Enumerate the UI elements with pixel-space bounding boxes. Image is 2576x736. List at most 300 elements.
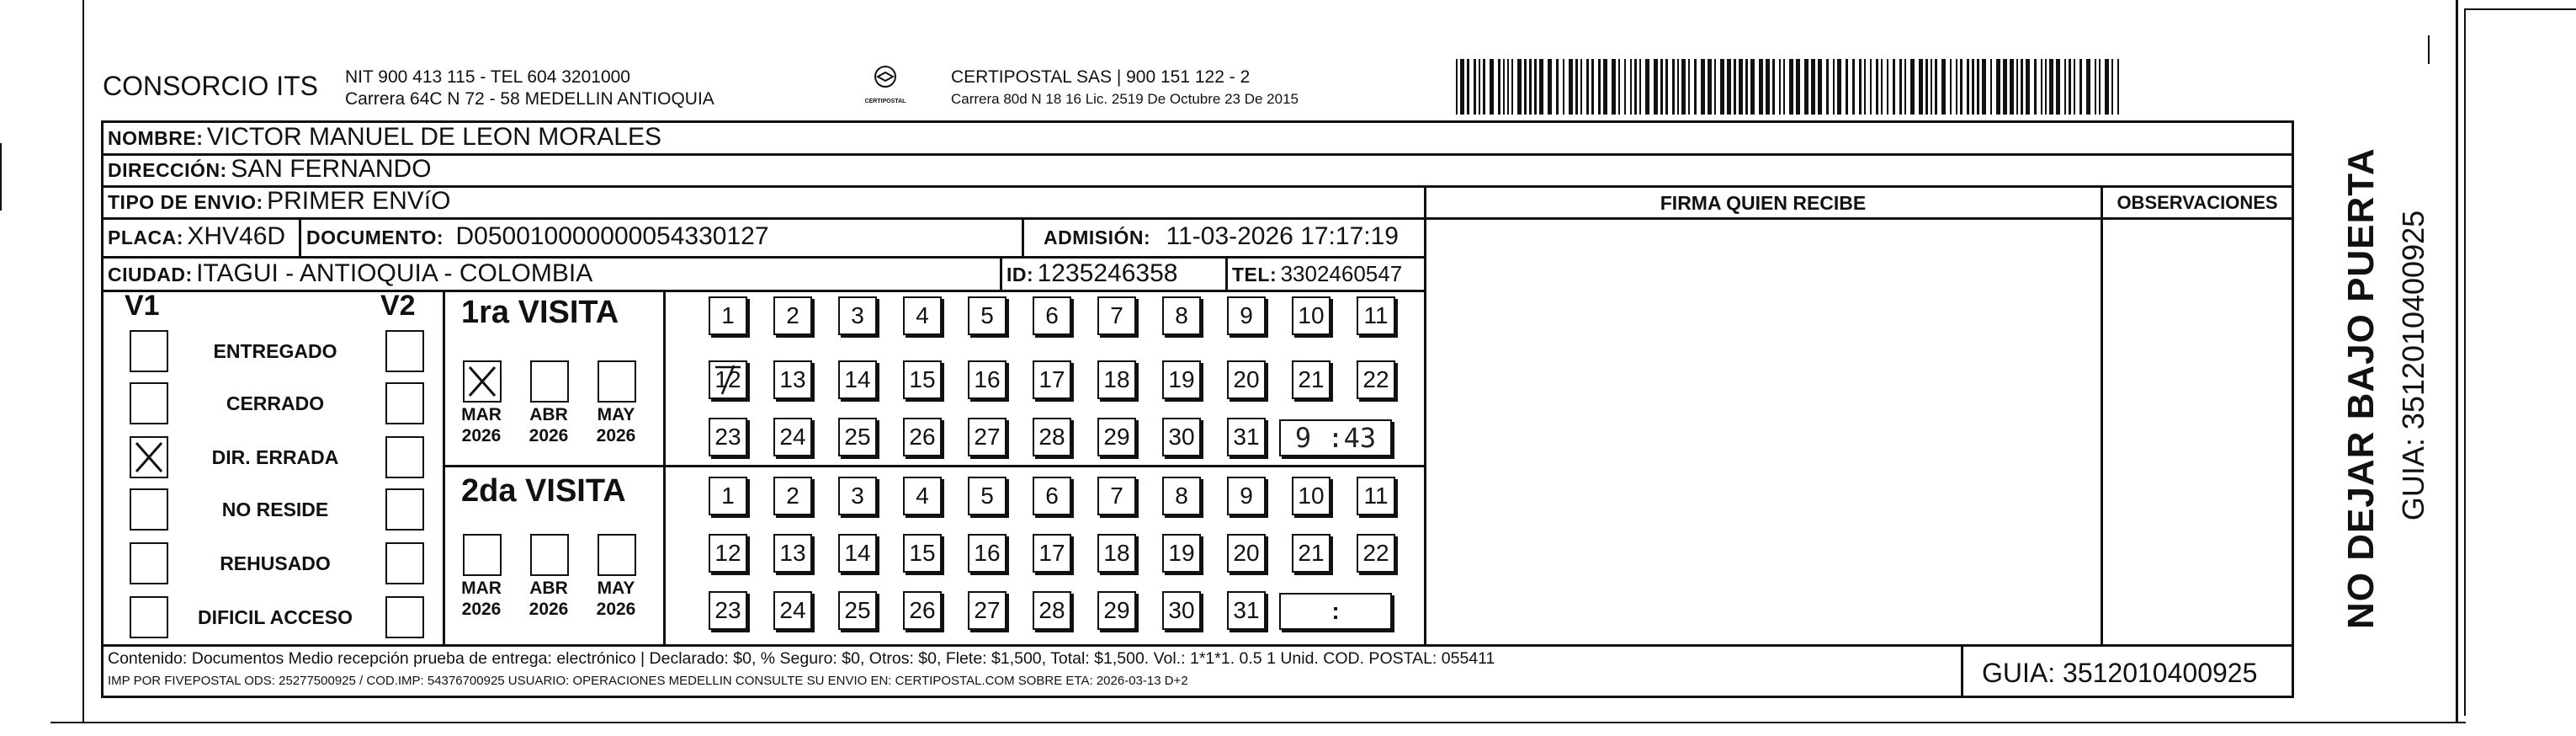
visit2-day-20[interactable] — [1227, 534, 1266, 573]
barcode-bar — [1681, 59, 1686, 115]
visit1-day-4[interactable] — [903, 296, 942, 335]
admision-label: ADMISIÓN: — [1044, 227, 1151, 248]
visit1-month-name: ABR — [529, 405, 568, 424]
visit1-time: 9 :43 — [1294, 422, 1377, 454]
barcode-bar — [1941, 59, 1946, 115]
barcode-bar — [1837, 59, 1841, 115]
visit1-day-25[interactable] — [838, 418, 877, 456]
visit2-day-14[interactable] — [838, 534, 877, 573]
nombre-row — [108, 123, 661, 152]
v1-checkbox-5[interactable] — [130, 596, 168, 638]
barcode-bar — [1919, 59, 1923, 115]
barcode-bar — [1498, 59, 1500, 115]
barcode-bar — [1456, 59, 1458, 115]
v1-checkbox-4[interactable] — [130, 542, 168, 584]
row-line — [101, 290, 1426, 292]
visit1-day-3[interactable] — [838, 296, 877, 335]
visit1-month-name: MAR — [461, 405, 502, 424]
barcode-bar — [1639, 59, 1641, 115]
visit2-day-number: 4 — [916, 483, 929, 509]
barcode-bar — [1569, 59, 1573, 115]
left-page-edge — [82, 0, 84, 723]
visit1-month-year: 2026 — [528, 426, 569, 445]
placa-value: XHV46D — [187, 222, 286, 250]
visit2-month-name: MAY — [597, 579, 635, 598]
visit2-day-number: 26 — [909, 597, 936, 623]
visit1-day-number: 3 — [851, 302, 864, 328]
barcode-bar — [2064, 59, 2066, 115]
visit1-day-number: 14 — [844, 366, 871, 392]
visit2-day-8[interactable] — [1162, 477, 1201, 515]
visit1-day-24[interactable] — [773, 418, 812, 456]
barcode-bar — [1811, 59, 1815, 115]
visit1-day-number: 7 — [1110, 302, 1123, 328]
visit1-day-number: 9 — [1240, 302, 1253, 328]
barcode-bar — [1887, 59, 1888, 115]
visit1-month-name: MAY — [597, 405, 635, 424]
tel-label: TEL: — [1232, 264, 1277, 285]
barcode-bar — [1548, 59, 1552, 115]
visit2-month-year: 2026 — [461, 600, 502, 619]
tel-field — [1232, 261, 1402, 287]
barcode-bar — [1708, 59, 1712, 115]
v2-checkbox-3[interactable] — [385, 488, 424, 531]
placa-label: PLACA: — [108, 227, 183, 248]
visit2-day-number: 31 — [1233, 597, 1260, 623]
visit2-title: 2da VISITA — [461, 473, 626, 509]
visit1-day-number: 23 — [714, 424, 741, 450]
visit2-day-number: 28 — [1038, 597, 1065, 623]
visit2-day-number: 10 — [1298, 483, 1325, 509]
visit1-day-number: 28 — [1038, 424, 1065, 450]
barcode-bar — [1539, 59, 1543, 115]
barcode-bar — [1563, 59, 1564, 115]
visit2-day-3[interactable] — [838, 477, 877, 515]
barcode-bar — [1672, 59, 1675, 115]
visit1-day-29[interactable] — [1097, 418, 1136, 456]
barcode-bar — [2021, 59, 2023, 115]
barcode-bar — [1766, 59, 1770, 115]
visit2-day-number: 19 — [1168, 540, 1195, 566]
visit1-day-9[interactable] — [1227, 296, 1266, 335]
visit2-day-number: 2 — [786, 483, 799, 509]
visit1-day-number: 20 — [1233, 366, 1260, 392]
visit2-day-17[interactable] — [1033, 534, 1071, 573]
barcode-bar — [1603, 59, 1607, 115]
visit2-day-6[interactable] — [1033, 477, 1071, 515]
direccion-row — [108, 155, 432, 184]
visit-separator — [443, 465, 1424, 467]
visit2-day-21[interactable] — [1292, 534, 1330, 573]
visit1-day-18[interactable] — [1097, 360, 1136, 399]
visit2-day-number: 11 — [1363, 483, 1389, 509]
barcode-bar — [1956, 59, 1957, 115]
barcode-bar — [2056, 59, 2060, 115]
visit1-time-box[interactable] — [1279, 419, 1392, 456]
visit1-day-number: 17 — [1038, 366, 1065, 392]
visit2-day-10[interactable] — [1292, 477, 1330, 515]
v1-label: V1 — [125, 290, 160, 322]
barcode-bar — [1720, 59, 1724, 115]
barcode-bar — [1529, 59, 1532, 115]
barcode-bar — [2049, 59, 2053, 115]
v1-checkbox-1[interactable] — [130, 382, 168, 424]
visit1-day-number: 19 — [1168, 366, 1195, 392]
visit1-day-26[interactable] — [903, 418, 942, 456]
visit2-day-number: 29 — [1103, 597, 1130, 623]
visit2-month-year: 2026 — [596, 600, 636, 619]
observaciones-area[interactable] — [2106, 221, 2291, 642]
barcode-bar — [2041, 59, 2042, 115]
visit2-day-number: 23 — [714, 597, 741, 623]
visit2-day-15[interactable] — [903, 534, 942, 573]
barcode-bar — [1688, 59, 1690, 115]
visit1-day-10[interactable] — [1292, 296, 1330, 335]
ciudad-field — [108, 259, 592, 288]
barcode-bar — [2086, 59, 2090, 115]
visit2-day-29[interactable] — [1097, 591, 1136, 630]
visit2-day-27[interactable] — [968, 591, 1006, 630]
visit2-day-16[interactable] — [968, 534, 1006, 573]
barcode-bar — [1876, 59, 1878, 115]
visit2-day-25[interactable] — [838, 591, 877, 630]
barcode-bar — [1852, 59, 1855, 115]
visit1-month-label — [456, 404, 507, 446]
visit2-day-11[interactable] — [1357, 477, 1395, 515]
id-value: 1235246358 — [1037, 259, 1178, 287]
signature-header-line — [1424, 217, 2294, 220]
check-mark-icon — [133, 440, 165, 475]
visit2-day-2[interactable] — [773, 477, 812, 515]
col-line — [1022, 217, 1024, 256]
barcode-bar — [1759, 59, 1763, 115]
visit2-day-30[interactable] — [1162, 591, 1201, 630]
barcode-bar — [1864, 59, 1866, 115]
visit2-day-23[interactable] — [709, 591, 747, 630]
footer-divider — [1961, 644, 1963, 698]
barcode-bar — [2079, 59, 2082, 115]
row-line — [101, 644, 2294, 647]
barcode-bar — [1534, 59, 1537, 115]
visit1-day-12[interactable] — [709, 360, 747, 399]
visit1-day-1[interactable] — [709, 296, 747, 335]
barcode-bar — [1789, 59, 1793, 115]
visit2-day-5[interactable] — [968, 477, 1006, 515]
visit2-day-number: 5 — [980, 483, 994, 509]
tipo-label: TIPO DE ENVIO: — [108, 191, 263, 213]
barcode-bar — [1750, 59, 1755, 115]
visit1-day-number: 26 — [909, 424, 936, 450]
visit1-day-19[interactable] — [1162, 360, 1201, 399]
visit1-month-checkbox[interactable] — [463, 360, 502, 403]
barcode-bar — [1467, 59, 1469, 115]
status-label: ENTREGADO — [213, 340, 337, 362]
barcode-bar — [1727, 59, 1731, 115]
v2-checkbox-2[interactable] — [385, 436, 424, 478]
barcode-bar — [1950, 59, 1952, 115]
v2-label: V2 — [380, 290, 416, 322]
courier-info-line1: CERTIPOSTAL SAS | 900 151 122 - 2 — [951, 67, 1251, 87]
visit2-day-number: 12 — [714, 540, 741, 566]
bottom-page-edge — [50, 722, 2466, 723]
status-label: CERRADO — [226, 392, 325, 414]
col-line — [1225, 256, 1228, 290]
visit2-day-number: 25 — [844, 597, 871, 623]
barcode-bar — [1483, 59, 1485, 115]
barcode-bar — [1524, 59, 1527, 115]
visit1-day-number: 29 — [1103, 424, 1130, 450]
barcode-bar — [1591, 59, 1594, 115]
barcode-bar — [2034, 59, 2037, 115]
visit1-month-checkbox[interactable] — [598, 360, 636, 403]
barcode-bar — [1859, 59, 1862, 115]
courier-info-line2: Carrera 80d N 18 16 Lic. 2519 De Octubre 23 De 2015 — [951, 91, 1299, 107]
no-dejar-bajo-puerta: NO DEJAR BAJO PUERTA — [2340, 147, 2382, 629]
direccion-value: SAN FERNANDO — [231, 155, 432, 183]
v1-checkbox-0[interactable] — [130, 330, 168, 372]
id-label: ID: — [1006, 264, 1034, 285]
visit2-month-year: 2026 — [528, 600, 569, 619]
barcode-bar — [2095, 59, 2096, 115]
barcode-bar — [1634, 59, 1637, 115]
barcode-bar — [1996, 59, 2000, 115]
visit2-day-4[interactable] — [903, 477, 942, 515]
check-mark-icon — [466, 364, 498, 399]
barcode-bar — [1833, 59, 1835, 115]
barcode-bar — [1972, 59, 1974, 115]
visit1-title: 1ra VISITA — [461, 295, 619, 330]
barcode-bar — [1479, 59, 1480, 115]
barcode-bar — [1893, 59, 1895, 115]
logo-text: CERTIPOSTAL — [864, 99, 906, 104]
barcode-bar — [1818, 59, 1822, 115]
visit2-month-checkbox[interactable] — [598, 534, 636, 576]
admision-field — [1044, 222, 1399, 251]
documento-value: D050010000000054330127 — [455, 222, 769, 250]
v1-checkbox-2[interactable] — [130, 436, 168, 478]
visit2-day-number: 17 — [1038, 540, 1065, 566]
visit2-day-number: 22 — [1362, 540, 1389, 566]
visit2-day-12[interactable] — [709, 534, 747, 573]
barcode-bar — [1990, 59, 1992, 115]
barcode-bar — [1630, 59, 1632, 115]
status-label: DIR. ERRADA — [211, 446, 339, 468]
barcode-bar — [1490, 59, 1494, 115]
visit2-time-box[interactable] — [1279, 593, 1392, 630]
visit1-day-number: 8 — [1175, 302, 1188, 328]
visit1-day-2[interactable] — [773, 296, 812, 335]
barcode-bar — [2003, 59, 2007, 115]
v2-checkbox-5[interactable] — [385, 596, 424, 638]
barcode-bar — [2010, 59, 2014, 115]
barcode-bar — [1960, 59, 1963, 115]
visit2-month-checkbox[interactable] — [463, 534, 502, 576]
visit2-month-label — [456, 578, 507, 620]
logo-emblem-icon — [868, 64, 902, 94]
visit2-day-24[interactable] — [773, 591, 812, 630]
visit2-day-1[interactable] — [709, 477, 747, 515]
barcode-bar — [1654, 59, 1658, 115]
visit2-day-9[interactable] — [1227, 477, 1266, 515]
barcode-bar — [2105, 59, 2109, 115]
barcode-bar — [1804, 59, 1809, 115]
documento-field — [306, 222, 769, 251]
visit1-day-17[interactable] — [1033, 360, 1071, 399]
barcode-bar — [1967, 59, 1969, 115]
visit2-day-19[interactable] — [1162, 534, 1201, 573]
observaciones-divider — [2101, 185, 2103, 644]
visit1-day-13[interactable] — [773, 360, 812, 399]
day-strike-icon — [710, 362, 746, 397]
observaciones-label: OBSERVACIONES — [2117, 192, 2278, 213]
status-label: NO RESIDE — [221, 499, 329, 520]
visit1-day-number: 2 — [786, 302, 799, 328]
visit2-day-number: 24 — [779, 597, 806, 623]
visit1-month-label — [591, 404, 641, 446]
visit1-day-14[interactable] — [838, 360, 877, 399]
visit1-day-8[interactable] — [1162, 296, 1201, 335]
visit1-day-30[interactable] — [1162, 418, 1201, 456]
barcode-bar — [1714, 59, 1716, 115]
visit1-day-number: 16 — [974, 366, 1001, 392]
visit1-month-checkbox[interactable] — [530, 360, 569, 403]
visit1-day-number: 27 — [974, 424, 1001, 450]
footer-imp-line: IMP POR FIVEPOSTAL ODS: 25277500925 / COD.IMP: 54376700925 USUARIO: OPERACIONES MEDELLIN CONSULTE SU ENVIO EN: CERTIPOSTAL.COM SOBRE ETA: 2026-03-13 D+2 — [108, 674, 1188, 688]
v2-checkbox-0[interactable] — [385, 330, 424, 372]
visit2-day-number: 16 — [974, 540, 1001, 566]
barcode-bar — [1612, 59, 1616, 115]
admision-value: 11-03-2026 17:17:19 — [1166, 222, 1399, 250]
visit1-day-number: 13 — [779, 366, 806, 392]
visit2-day-18[interactable] — [1097, 534, 1136, 573]
visit2-month-name: MAR — [461, 579, 502, 598]
visit2-day-number: 14 — [844, 540, 871, 566]
footer-guia: GUIA: 3512010400925 — [1982, 658, 2258, 688]
barcode-bar — [1507, 59, 1509, 115]
v2-checkbox-4[interactable] — [385, 542, 424, 584]
barcode-bar — [1779, 59, 1781, 115]
visit1-day-number: 1 — [721, 302, 735, 328]
visit1-day-number: 24 — [779, 424, 806, 450]
visit1-day-number: 21 — [1298, 366, 1325, 392]
visit2-day-number: 3 — [851, 483, 864, 509]
visit2-day-31[interactable] — [1227, 591, 1266, 630]
barcode-bar — [1977, 59, 1979, 115]
barcode-bar — [2074, 59, 2075, 115]
visit1-day-number: 5 — [980, 302, 994, 328]
visit1-day-22[interactable] — [1357, 360, 1395, 399]
tipo-row — [108, 187, 450, 216]
certipostal-logo — [858, 64, 912, 111]
far-right-edge — [2464, 8, 2466, 716]
visit2-month-name: ABR — [529, 579, 568, 598]
barcode-bar — [1739, 59, 1743, 115]
id-field — [1006, 259, 1177, 288]
visit1-day-23[interactable] — [709, 418, 747, 456]
visit1-day-21[interactable] — [1292, 360, 1330, 399]
placa-field — [108, 222, 285, 251]
visit2-day-13[interactable] — [773, 534, 812, 573]
barcode-bar — [1474, 59, 1476, 115]
barcode-bar — [1511, 59, 1513, 115]
visit1-day-5[interactable] — [968, 296, 1006, 335]
barcode-bar — [1745, 59, 1748, 115]
barcode-bar — [1503, 59, 1505, 115]
visit2-day-28[interactable] — [1033, 591, 1071, 630]
visit1-day-16[interactable] — [968, 360, 1006, 399]
barcode-bar — [2099, 59, 2101, 115]
visit1-day-number: 10 — [1298, 302, 1325, 328]
barcode-bar — [1904, 59, 1906, 115]
barcode-bar — [1624, 59, 1626, 115]
barcode-bar — [1899, 59, 1902, 115]
v1-checkbox-3[interactable] — [130, 488, 168, 531]
visit2-day-26[interactable] — [903, 591, 942, 630]
barcode-bar — [1931, 59, 1932, 115]
signature-divider — [1424, 185, 1426, 644]
barcode-bar — [2045, 59, 2047, 115]
visit2-time: : — [1331, 598, 1340, 624]
visit2-day-number: 27 — [974, 597, 1001, 623]
v2-checkbox-1[interactable] — [385, 382, 424, 424]
visit2-day-7[interactable] — [1097, 477, 1136, 515]
visit1-day-number: 6 — [1045, 302, 1059, 328]
visit2-day-number: 9 — [1240, 483, 1253, 509]
top-right-edge — [2464, 8, 2576, 10]
visit2-day-22[interactable] — [1357, 534, 1395, 573]
barcode-bar — [1694, 59, 1697, 115]
visit1-day-31[interactable] — [1227, 418, 1266, 456]
visit1-month-year: 2026 — [596, 426, 636, 445]
visit1-day-15[interactable] — [903, 360, 942, 399]
visit2-month-label — [591, 578, 641, 620]
visit1-day-number: 4 — [916, 302, 929, 328]
barcode-bar — [1556, 59, 1559, 115]
visit1-day-28[interactable] — [1033, 418, 1071, 456]
barcode-bar — [1665, 59, 1668, 115]
visit1-day-6[interactable] — [1033, 296, 1071, 335]
visit2-day-number: 8 — [1175, 483, 1188, 509]
visit1-day-7[interactable] — [1097, 296, 1136, 335]
barcode-bar — [1826, 59, 1829, 115]
header-tick — [2428, 35, 2430, 64]
barcode-bar — [1580, 59, 1582, 115]
tel-value: 3302460547 — [1280, 261, 1403, 286]
right-page-edge — [2456, 0, 2458, 723]
barcode-bar — [2111, 59, 2113, 115]
signature-area[interactable] — [1429, 221, 2097, 642]
barcode-bar — [1925, 59, 1928, 115]
visit2-day-number: 1 — [721, 483, 735, 509]
visit2-day-number: 6 — [1045, 483, 1059, 509]
nombre-value: VICTOR MANUEL DE LEON MORALES — [206, 123, 661, 151]
barcode-bar — [1982, 59, 1986, 115]
visit1-day-number: 11 — [1363, 302, 1389, 328]
barcode-bar — [2016, 59, 2018, 115]
firma-label: FIRMA QUIEN RECIBE — [1660, 192, 1867, 214]
visit1-day-number: 22 — [1362, 366, 1389, 392]
barcode-bar — [2117, 59, 2119, 115]
barcode-bar — [1586, 59, 1589, 115]
visit2-month-checkbox[interactable] — [530, 534, 569, 576]
visit1-day-20[interactable] — [1227, 360, 1266, 399]
barcode-bar — [1618, 59, 1620, 115]
visit1-day-11[interactable] — [1357, 296, 1395, 335]
visit1-day-27[interactable] — [968, 418, 1006, 456]
left-fold-mark — [0, 143, 2, 211]
visit2-day-number: 13 — [779, 540, 806, 566]
status-label: REHUSADO — [220, 552, 331, 574]
